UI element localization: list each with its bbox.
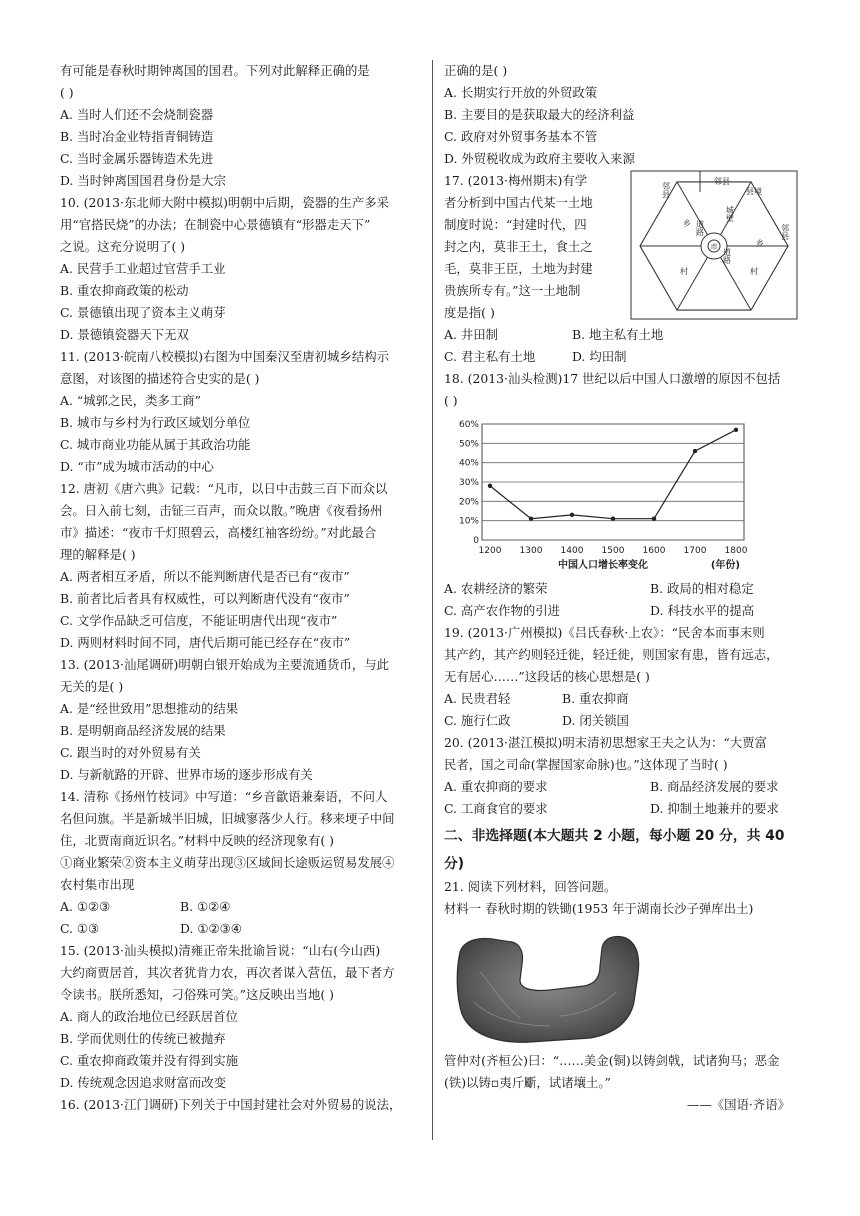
question-line: 令读书。朕所悉知，刁俗殊可笑。”这反映出当地( ) xyxy=(60,987,334,1002)
question-line: 其产约，其产约则轻迁徙，轻迁徙，则国家有患，皆有远志， xyxy=(444,647,779,662)
question-line: 18. (2013·汕头检测)17 世纪以后中国人口激增的原因不包括 xyxy=(444,371,781,386)
y-tick-label: 50% xyxy=(458,439,479,450)
data-point xyxy=(611,517,615,521)
question-line: 15. (2013·汕头模拟)清雍正帝朱批谕旨说：“山右(今山西) xyxy=(60,943,381,958)
question-line: ①商业繁荣②资本主义萌芽出现③区域间长途贩运贸易发展④ xyxy=(60,855,395,870)
population-chart-wrapper xyxy=(444,416,800,572)
city-wall-label: 城壁 xyxy=(725,206,735,222)
data-point xyxy=(570,513,574,517)
option-text: A. ①②③ xyxy=(60,899,111,914)
question-line: B. 城市与乡村为行政区域划分单位 xyxy=(60,415,251,430)
question-line: B. 主要目的是获取最大的经济利益 xyxy=(444,107,635,122)
option-text: D. 科技水平的提高 xyxy=(650,603,755,618)
option-text: A. 民贵君轻 xyxy=(444,691,511,706)
hamlet-label: 村 xyxy=(750,267,758,276)
question-line: 16. (2013·江门调研)下列关于中国封建社会对外贸易的说法， xyxy=(60,1097,402,1112)
data-point xyxy=(652,517,656,521)
question-line: 17. (2013·梅州期末)有学 xyxy=(444,173,588,188)
option-row xyxy=(60,896,422,918)
question-line: C. 跟当时的对外贸易有关 xyxy=(60,745,201,760)
option-row xyxy=(444,776,800,798)
section-heading: 分) xyxy=(444,856,465,872)
option-text: D. 闭关锁国 xyxy=(562,713,629,728)
question-line: 12. 唐初《唐六典》记载：“凡市，以日中击鼓三百下而众以 xyxy=(60,481,388,496)
option-row xyxy=(444,600,800,622)
question-line: 13. (2013·汕尾调研)明朝白银开始成为主要流通货币，与此 xyxy=(60,657,389,672)
x-axis-label: 中国人口增长率变化 xyxy=(558,560,648,571)
x-tick-label: 1800 xyxy=(724,546,748,556)
question-line: 度是指( ) xyxy=(444,305,495,320)
question-line: 19. (2013·广州模拟)《吕氏春秋·上农》：“民舍本而事末则 xyxy=(444,625,765,640)
question-line: 市》描述：“夜市千灯照碧云，高楼红袖客纷纷。”对此最合 xyxy=(60,525,377,540)
data-point xyxy=(529,517,533,521)
quote-line: (铁)以铸▫夷斤斸，试诸壤土。” xyxy=(444,1075,611,1090)
y-tick-label: 10% xyxy=(458,516,479,527)
question-line: A. 是“经世致用”思想推动的结果 xyxy=(60,701,239,716)
question-line: ( ) xyxy=(60,85,74,100)
question-line: 理的解释是( ) xyxy=(60,547,136,562)
option-text: A. 农耕经济的繁荣 xyxy=(444,581,548,596)
question-line: 封之内，莫非王土，食土之 xyxy=(444,239,593,254)
question-line: A. “城郭之民，类多工商” xyxy=(60,393,202,408)
county-label: 邻县 xyxy=(780,224,790,240)
question-line: 之说。这充分说明了( ) xyxy=(60,239,186,254)
option-text: B. 地主私有土地 xyxy=(572,327,664,342)
option-row xyxy=(444,798,800,820)
material-caption: 材料一 春秋时期的铁锄(1953 年于湖南长沙子弹库出土) xyxy=(444,901,754,916)
question-line: D. “市”成为城市活动的中心 xyxy=(60,459,214,474)
question-line: 会。日入前七刻，击钲三百声，而众以散。”晚唐《夜看扬州 xyxy=(60,503,383,518)
hamlet-label: 村 xyxy=(680,267,688,276)
option-text: B. ①②④ xyxy=(180,899,231,914)
iron-hoe-image xyxy=(450,922,650,1050)
question-line: 用“官搭民烧”的办法；在制瓷中心景德镇有“形器走天下” xyxy=(60,217,371,232)
question-line: D. 传统观念因追求财富而改变 xyxy=(60,1075,227,1090)
question-line: B. 前者比后者具有权威性，可以判断唐代没有“夜市” xyxy=(60,591,350,606)
population-growth-chart xyxy=(444,416,756,572)
question-line: 21. 阅读下列材料，回答问题。 xyxy=(444,879,617,894)
option-text: D. 均田制 xyxy=(572,349,627,364)
q17-text xyxy=(444,170,622,324)
question-line: B. 是明朝商品经济发展的结果 xyxy=(60,723,226,738)
question-line: A. 商人的政治地位已经跃居首位 xyxy=(60,1009,238,1024)
y-tick-label: 60% xyxy=(458,420,479,430)
x-tick-label: 1600 xyxy=(642,546,666,556)
county-label: 邻县 xyxy=(714,177,730,186)
road-label: 道路 xyxy=(722,248,732,264)
county-label: 县境 xyxy=(746,187,762,196)
question-line: C. 当时金属乐器铸造术先进 xyxy=(60,151,214,166)
question-line: 意图，对该图的描述符合史实的是( ) xyxy=(60,371,260,386)
x-axis-unit: (年份) xyxy=(710,560,740,571)
option-text: B. 商品经济发展的要求 xyxy=(650,779,779,794)
question-line: C. 景德镇出现了资本主义萌芽 xyxy=(60,305,226,320)
question-line: 制度时说：“封建时代，四 xyxy=(444,217,587,232)
x-tick-label: 1200 xyxy=(478,546,502,556)
q17-block xyxy=(444,170,800,324)
x-tick-label: 1300 xyxy=(519,546,543,556)
question-line: 无关的是( ) xyxy=(60,679,124,694)
question-line: B. 学而优则仕的传统已被抛弃 xyxy=(60,1031,226,1046)
question-line: C. 文学作品缺乏可信度，不能证明唐代出现“夜市” xyxy=(60,613,338,628)
question-line: A. 两者相互矛盾，所以不能判断唐代是否已有“夜市” xyxy=(60,569,350,584)
question-line: 无有居心……”这段话的核心思想是( ) xyxy=(444,669,650,684)
question-line: B. 重农抑商政策的松动 xyxy=(60,283,189,298)
market-label: 市 xyxy=(710,243,718,251)
road-label: 道路 xyxy=(695,220,705,236)
option-text: B. 政局的相对稳定 xyxy=(650,581,754,596)
question-line: 民者，国之司命(掌握国家命脉)也。”这体现了当时( ) xyxy=(444,757,728,772)
data-point xyxy=(734,428,738,432)
option-text: C. 工商食官的要求 xyxy=(444,801,548,816)
question-line: A. 当时人们还不会烧制瓷器 xyxy=(60,107,214,122)
x-tick-label: 1400 xyxy=(560,546,584,556)
option-row xyxy=(60,918,422,940)
option-row xyxy=(444,324,800,346)
right-column xyxy=(444,60,800,1116)
county-label: 邻县 xyxy=(661,182,671,198)
question-line: D. 外贸税收成为政府主要收入来源 xyxy=(444,151,635,166)
y-tick-label: 40% xyxy=(458,458,479,469)
option-text: A. 井田制 xyxy=(444,327,498,342)
option-row xyxy=(444,710,800,732)
option-text: D. 抑制土地兼并的要求 xyxy=(650,801,779,816)
quote-line: 管仲对(齐桓公)曰：“……美金(铜)以铸剑戟，试诸狗马；恶金 xyxy=(444,1053,780,1068)
option-text: B. 重农抑商 xyxy=(562,691,629,706)
option-text: C. 高产农作物的引进 xyxy=(444,603,561,618)
question-line: 者分析到中国古代某一土地 xyxy=(444,195,593,210)
question-line: 20. (2013·湛江模拟)明末清初思想家王夫之认为：“大贾富 xyxy=(444,735,767,750)
x-tick-label: 1700 xyxy=(683,546,707,556)
left-column xyxy=(60,60,422,1116)
village-label: 乡 xyxy=(683,219,691,228)
question-line: C. 重农抑商政策并没有得到实施 xyxy=(60,1053,238,1068)
question-line: 名但问旗。半是新城半旧城，旧城寥落少人行。移来埂子中间 xyxy=(60,811,395,826)
question-line: 农村集市出现 xyxy=(60,877,135,892)
y-tick-label: 0 xyxy=(473,536,479,546)
question-line: 毛，莫非王臣，土地为封建 xyxy=(444,261,593,276)
question-line: 正确的是( ) xyxy=(444,63,508,78)
city-village-structure-diagram xyxy=(630,170,798,320)
option-text: C. ①③ xyxy=(60,921,100,936)
question-line: B. 当时冶金业特指青铜铸造 xyxy=(60,129,214,144)
option-text: C. 施行仁政 xyxy=(444,713,511,728)
question-line: 贵族所专有。”这一土地制 xyxy=(444,283,581,298)
question-line: D. 景德镇瓷器天下无双 xyxy=(60,327,189,342)
village-label: 乡 xyxy=(756,239,764,248)
question-line: 有可能是春秋时期钟离国的国君。下列对此解释正确的是 xyxy=(60,63,370,78)
data-point xyxy=(693,449,697,453)
question-line: C. 城市商业功能从属于其政治功能 xyxy=(60,437,251,452)
option-text: D. ①②③④ xyxy=(180,921,242,936)
question-line: D. 两则材料时间不同，唐代后期可能已经存在“夜市” xyxy=(60,635,351,650)
iron-hoe-photo xyxy=(444,920,800,1050)
question-line: D. 与新航路的开辟、世界市场的逐步形成有关 xyxy=(60,767,313,782)
option-row xyxy=(444,346,800,368)
option-row xyxy=(444,688,800,710)
column-divider xyxy=(432,60,433,1140)
question-line: A. 民营手工业超过官营手工业 xyxy=(60,261,226,276)
question-line: 住，北贾南商近识名。”材料中反映的经济现象有( ) xyxy=(60,833,334,848)
question-line: C. 政府对外贸事务基本不管 xyxy=(444,129,598,144)
x-tick-label: 1500 xyxy=(601,546,625,556)
option-text: A. 重农抑商的要求 xyxy=(444,779,548,794)
question-line: 大约商贾居首，其次者犹肯力农，再次者谋入营伍，最下者方 xyxy=(60,965,395,980)
option-text: C. 君主私有土地 xyxy=(444,349,536,364)
data-point xyxy=(488,484,492,488)
quote-source: ——《国语·齐语》 xyxy=(686,1097,790,1112)
question-line: A. 长期实行开放的外贸政策 xyxy=(444,85,598,100)
question-line: 10. (2013·东北师大附中模拟)明朝中后期，瓷器的生产多采 xyxy=(60,195,389,210)
option-row xyxy=(444,578,800,600)
y-tick-label: 30% xyxy=(458,478,479,488)
question-line: 11. (2013·皖南八校模拟)右图为中国秦汉至唐初城乡结构示 xyxy=(60,349,389,364)
question-line: ( ) xyxy=(444,393,458,408)
section-heading: 二、非选择题(本大题共 2 小题，每小题 20 分，共 40 xyxy=(444,828,785,844)
y-tick-label: 20% xyxy=(458,497,479,508)
question-line: D. 当时钟离国国君身份是大宗 xyxy=(60,173,227,188)
question-line: 14. 清称《扬州竹枝词》中写道：“乡音歙语兼秦语，不问人 xyxy=(60,789,388,804)
